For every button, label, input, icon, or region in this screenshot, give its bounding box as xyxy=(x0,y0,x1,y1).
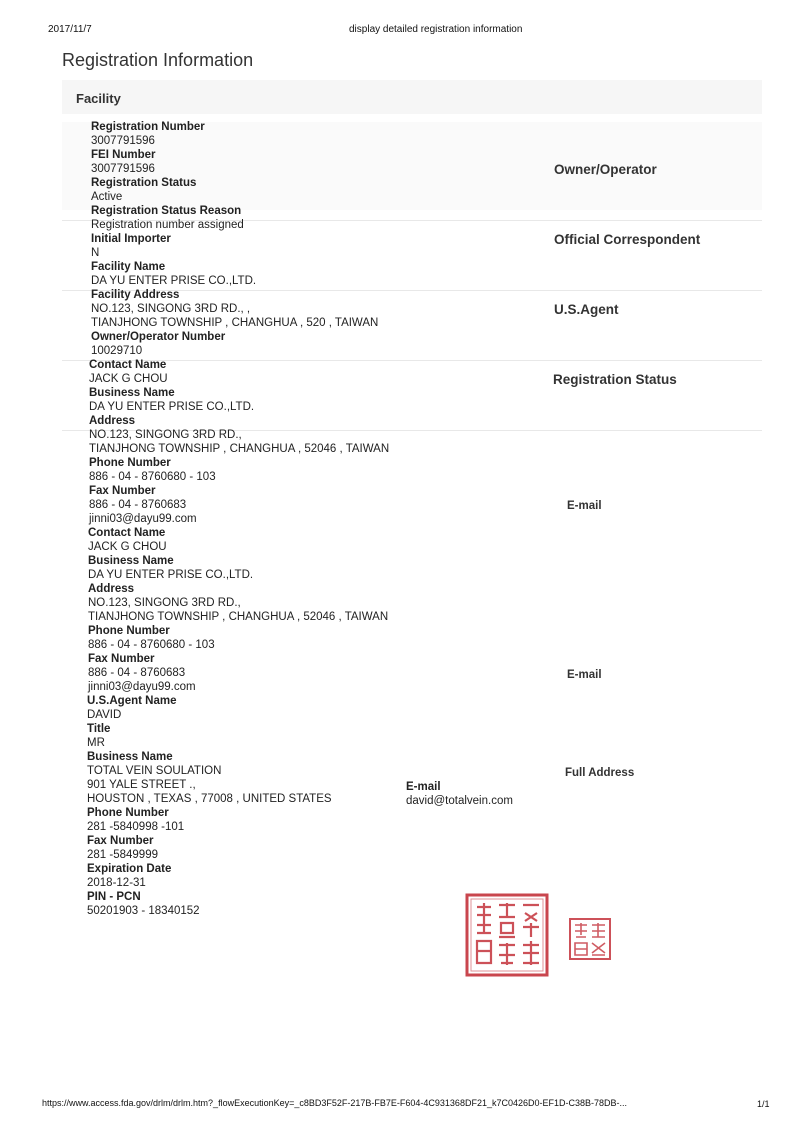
expiration-date-label: Expiration Date xyxy=(87,863,172,875)
expiration-date-value: 2018-12-31 xyxy=(87,877,146,889)
email-column-label: E-mail xyxy=(567,669,602,681)
owner-contact-name-label: Contact Name xyxy=(89,359,167,371)
us-agent-heading: U.S.Agent xyxy=(554,302,619,317)
print-page-title: display detailed registration information xyxy=(349,24,523,35)
correspondent-phone-value: 886 - 04 - 8760680 - 103 xyxy=(88,639,215,651)
registration-status-reason-value: Registration number assigned xyxy=(91,219,244,231)
facility-name-value: DA YU ENTER PRISE CO.,LTD. xyxy=(91,275,257,287)
email-column-label: E-mail xyxy=(567,500,602,512)
pin-pcn-label: PIN - PCN xyxy=(87,891,141,903)
page-title: Registration Information xyxy=(62,50,254,70)
agent-name-label: U.S.Agent Name xyxy=(87,695,177,707)
correspondent-address-line2: TIANJHONG TOWNSHIP , CHANGHUA , 52046 , TAIWAN xyxy=(88,611,389,623)
correspondent-address-label: Address xyxy=(88,583,135,595)
company-seal-small xyxy=(568,917,612,961)
correspondent-business-name-value: DA YU ENTER PRISE CO.,LTD. xyxy=(88,569,254,581)
owner-phone-label: Phone Number xyxy=(89,457,171,469)
owner-fax-value: 886 - 04 - 8760683 xyxy=(89,499,187,511)
page-url: https://www.access.fda.gov/drlm/drlm.htm?_flowExecutionKey=_c8BD3F52F-217B-FB7E-F604-4C931368DF21_k7C0426D0-EF1D-C38B-78DB-... xyxy=(42,1098,628,1108)
owner-contact-name-value: JACK G CHOU xyxy=(89,373,168,385)
registration-status-reason-label: Registration Status Reason xyxy=(91,205,242,217)
registration-status-label: Registration Status xyxy=(91,177,197,189)
facility-band xyxy=(62,122,762,210)
agent-email-label: E-mail xyxy=(406,781,441,793)
agent-email-value: david@totalvein.com xyxy=(406,795,513,807)
agent-business-name-label: Business Name xyxy=(87,751,173,763)
facility-header-band xyxy=(62,80,762,114)
correspondent-business-name-label: Business Name xyxy=(88,555,174,567)
agent-business-name-value: TOTAL VEIN SOULATION xyxy=(87,765,222,777)
owner-address-line2: TIANJHONG TOWNSHIP , CHANGHUA , 52046 , TAIWAN xyxy=(89,443,390,455)
agent-name-value: DAVID xyxy=(87,709,122,721)
company-seal-large xyxy=(465,893,549,977)
correspondent-contact-name-label: Contact Name xyxy=(88,527,166,539)
initial-importer-label: Initial Importer xyxy=(91,233,171,245)
owner-phone-value: 886 - 04 - 8760680 - 103 xyxy=(89,471,216,483)
facility-address-line2: TIANJHONG TOWNSHIP , CHANGHUA , 520 , TAIWAN xyxy=(91,317,379,329)
initial-importer-value: N xyxy=(91,247,100,259)
registration-status-value: Active xyxy=(91,191,123,203)
owner-email-value: jinni03@dayu99.com xyxy=(89,513,197,525)
owner-operator-number-value: 10029710 xyxy=(91,345,143,357)
agent-title-label: Title xyxy=(87,723,111,735)
page-number: 1/1 xyxy=(757,1099,770,1109)
facility-name-label: Facility Name xyxy=(91,261,166,273)
facility-address-line1: NO.123, SINGONG 3RD RD., , xyxy=(91,303,251,315)
correspondent-fax-value: 886 - 04 - 8760683 xyxy=(88,667,186,679)
agent-phone-label: Phone Number xyxy=(87,807,169,819)
registration-number-label: Registration Number xyxy=(91,121,205,133)
agent-address-line1: 901 YALE STREET ., xyxy=(87,779,196,791)
divider xyxy=(62,360,762,361)
owner-address-line1: NO.123, SINGONG 3RD RD., xyxy=(89,429,242,441)
official-correspondent-heading: Official Correspondent xyxy=(554,232,701,247)
correspondent-fax-label: Fax Number xyxy=(88,653,155,665)
owner-business-name-label: Business Name xyxy=(89,387,175,399)
print-date: 2017/11/7 xyxy=(48,24,92,35)
fei-number-label: FEI Number xyxy=(91,149,156,161)
facility-section-title: Facility xyxy=(76,91,121,106)
agent-title-value: MR xyxy=(87,737,105,749)
facility-address-label: Facility Address xyxy=(91,289,180,301)
correspondent-email-value: jinni03@dayu99.com xyxy=(88,681,196,693)
registration-number-value: 3007791596 xyxy=(91,135,155,147)
owner-operator-number-label: Owner/Operator Number xyxy=(91,331,226,343)
agent-fax-label: Fax Number xyxy=(87,835,154,847)
correspondent-address-line1: NO.123, SINGONG 3RD RD., xyxy=(88,597,241,609)
agent-address-line2: HOUSTON , TEXAS , 77008 , UNITED STATES xyxy=(87,793,332,805)
pin-pcn-value: 50201903 - 18340152 xyxy=(87,905,200,917)
owner-fax-label: Fax Number xyxy=(89,485,156,497)
correspondent-contact-name-value: JACK G CHOU xyxy=(88,541,167,553)
full-address-label: Full Address xyxy=(565,767,635,779)
owner-operator-heading: Owner/Operator xyxy=(554,162,657,177)
agent-fax-value: 281 -5849999 xyxy=(87,849,158,861)
agent-phone-value: 281 -5840998 -101 xyxy=(87,821,185,833)
owner-business-name-value: DA YU ENTER PRISE CO.,LTD. xyxy=(89,401,255,413)
fei-number-value: 3007791596 xyxy=(91,163,155,175)
registration-status-heading: Registration Status xyxy=(553,372,677,387)
correspondent-phone-label: Phone Number xyxy=(88,625,170,637)
owner-address-label: Address xyxy=(89,415,136,427)
